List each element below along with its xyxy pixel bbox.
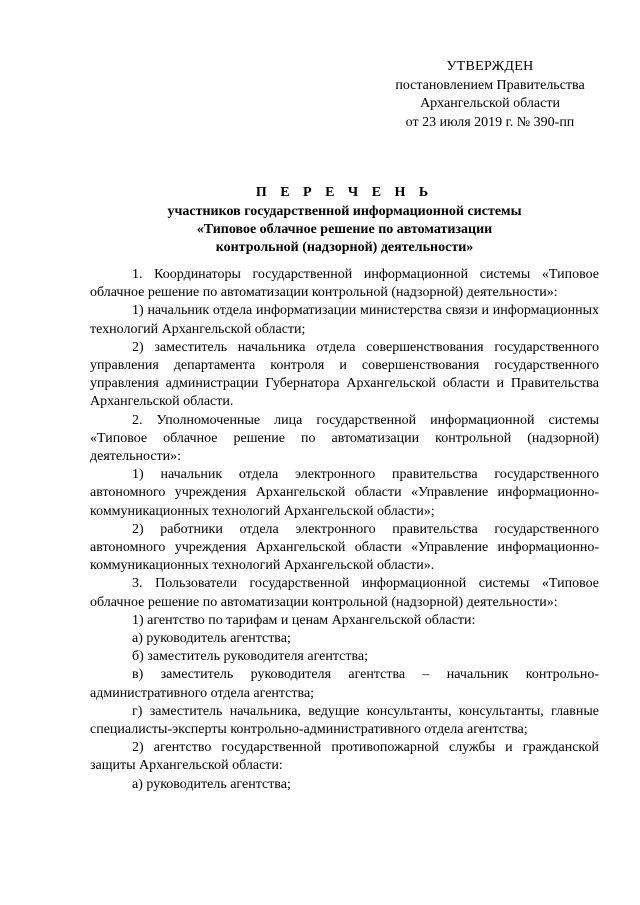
paragraph: б) заместитель руководителя агентства; — [132, 649, 368, 665]
approval-line-1: постановлением Правительства — [395, 77, 585, 93]
title-line-3: контрольной (надзорной) деятельности» — [215, 240, 474, 255]
paragraph: 2) работники отдела электронного правительства государственного автономного учреждения Архангельской области «Управление информационно-коммуникационных технологий Архангельской области». — [90, 521, 599, 574]
paragraph: 3. Пользователи государственной информационной системы «Типовое облачное решение по автоматизации контрольной (надзорной) деятельности»: — [90, 576, 599, 610]
paragraph: 2. Уполномоченные лица государственной информационной системы «Типовое облачное решение по автоматизации контрольной (надзорной) деятельности»: — [90, 412, 599, 465]
paragraph: 1) начальник отдела электронного правительства государственного автономного учреждения Архангельской области «Управление информационно-коммуникационных технологий Архангельской области»; — [90, 467, 599, 519]
paragraph: в) заместитель руководителя агентства – начальник контрольно-административного отдела агентства; — [90, 667, 599, 701]
approval-line-2: Архангельской области — [420, 96, 560, 111]
paragraph: 1) начальник отдела информатизации министерства связи и информационных технологий Архангельской области; — [90, 303, 599, 337]
approval-word: УТВЕРЖДЕН — [446, 59, 534, 74]
paragraph: а) руководитель агентства; — [132, 776, 291, 792]
approval-line-3: от 23 июля 2019 г. № 390-пп — [405, 114, 575, 130]
paragraph: 1. Координаторы государственной информационной системы «Типовое облачное решение по автоматизации контрольной (надзорной) деятельности»: — [90, 267, 599, 301]
paragraph: 1) агентство по тарифам и ценам Архангельской области: — [132, 612, 476, 628]
title-line-1: участников государственной информационной системы — [167, 204, 522, 219]
paragraph: а) руководитель агентства; — [132, 631, 291, 647]
document-title — [90, 184, 599, 257]
paragraph: 2) агентство государственной противопожарной службы и гражданской защиты Архангельской области: — [90, 740, 599, 774]
paragraph: 2) заместитель начальника отдела совершенствования государственного управления департамента контроля и совершенствования государственного управления администрации Губернатора Архангельской области и Правительства Архангельской области. — [90, 339, 599, 410]
document-body — [90, 266, 599, 794]
title-heading: П Е Р Е Ч Е Н Ь — [255, 185, 434, 200]
approval-stamp — [360, 58, 620, 132]
paragraph: г) заместитель начальника, ведущие консультанты, консультанты, главные специалисты-эксперты контрольно-административного отдела агентства; — [90, 703, 599, 738]
title-line-2: «Типовое облачное решение по автоматизации — [196, 222, 493, 237]
